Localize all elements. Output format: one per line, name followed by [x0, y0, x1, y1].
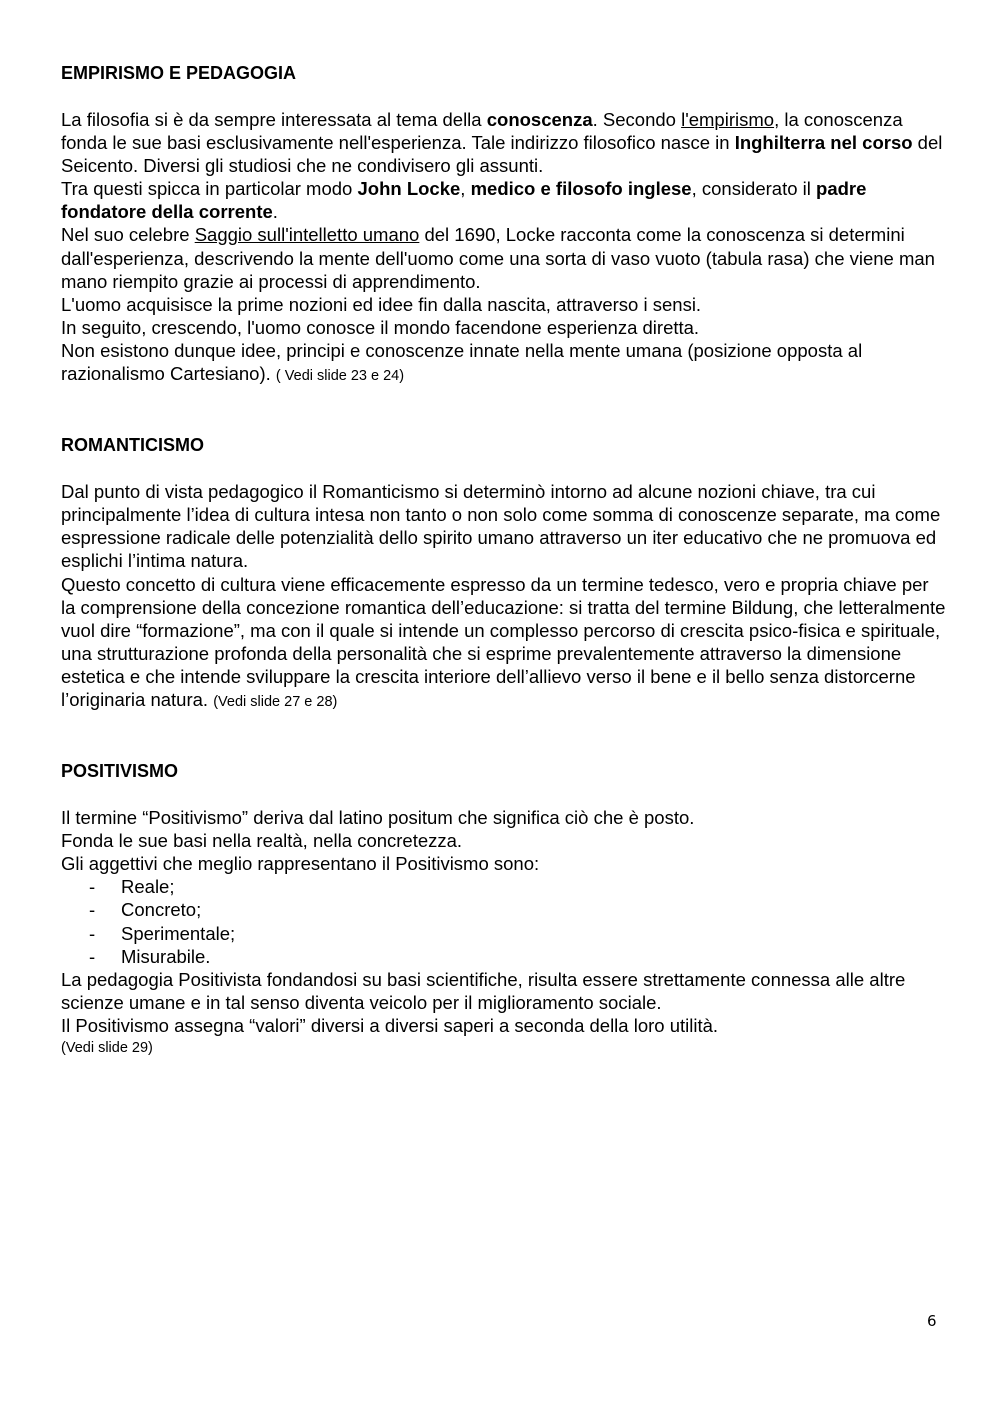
section-empirismo — [61, 62, 946, 388]
empirismo-paragraph-1 — [61, 108, 946, 177]
section-title-romanticismo: ROMANTICISMO — [61, 435, 204, 456]
underlined-term-empirismo: l'empirismo — [681, 109, 775, 130]
bold-term-padre-fondatore: padre fondatore della corrente — [61, 178, 867, 223]
empirismo-paragraph-2 — [61, 177, 946, 223]
text-run: . — [272, 201, 278, 223]
slide-reference: ( Vedi slide 23 e 24) — [275, 368, 405, 385]
bold-term-conoscenza: conoscenza — [486, 109, 593, 130]
text-run: , — [460, 178, 471, 200]
positivismo-paragraph-2: Fonda le sue basi nella realtà, nella concretezza. — [61, 830, 463, 852]
text-run: Tra questi spicca in particolar modo — [61, 178, 358, 200]
adjectives-list — [61, 875, 946, 967]
text-run: Questo concetto di cultura viene efficacemente espresso da un termine tedesco, vero e propria chiave per la comprensione della concezione romantica dell’educazione: si tratta del termine Bildung, che letteralmente vuol dire “formazione”, ma con il quale si intende un complesso percorso di crescita psico-fisica e spirituale, una strutturazione profonda della personalità che si esprime prevalentemente attraverso la dimensione estetica e che intende sviluppare la crescita interiore dell’allievo verso il bene e il bello senza distorcerne l’originaria natura. — [61, 573, 946, 710]
romanticismo-paragraph-2 — [61, 573, 946, 715]
text-run: Non esistono dunque idee, principi e conoscenze innate nella mente umana (posizione opposta al razionalismo Cartesiano). — [61, 339, 863, 385]
positivismo-paragraph-4: La pedagogia Positivista fondandosi su basi scientifiche, risulta essere strettamente connessa alle altre scienze umane e in tal senso diventa veicolo per il miglioramento sociale. — [61, 968, 906, 1013]
list-item: - Sperimentale; — [61, 922, 946, 945]
bold-term-medico: medico e filosofo inglese — [470, 178, 692, 200]
text-run: Nel suo celebre — [61, 224, 195, 246]
section-title-empirismo: EMPIRISMO E PEDAGOGIA — [61, 63, 297, 83]
bold-term-john-locke: John Locke — [357, 178, 461, 200]
empirismo-paragraph-5: In seguito, crescendo, l'uomo conosce il mondo facendone esperienza diretta. — [61, 316, 700, 338]
section-romanticismo — [61, 434, 946, 714]
section-title-positivismo: POSITIVISMO — [61, 761, 179, 782]
text-run: La filosofia si è da sempre interessata al tema della — [61, 109, 487, 130]
empirismo-paragraph-3 — [61, 223, 946, 292]
text-run: , considerato il — [691, 178, 817, 200]
list-item: - Concreto; — [61, 898, 946, 921]
empirismo-paragraph-6 — [61, 339, 946, 388]
text-run: . Secondo — [592, 109, 682, 130]
slide-reference: (Vedi slide 27 e 28) — [213, 693, 338, 710]
section-positivismo — [61, 760, 946, 1060]
page-content — [61, 62, 946, 1060]
underlined-term-saggio: Saggio sull'intelletto umano — [194, 224, 420, 246]
list-item: - Misurabile. — [61, 945, 946, 968]
list-item: - Reale; — [61, 875, 946, 898]
slide-reference: (Vedi slide 29) — [61, 1040, 153, 1056]
bold-term-inghilterra: Inghilterra nel corso — [734, 132, 913, 154]
text-run: del 1690, Locke racconta come la conoscenza si determini dall'esperienza, descrivendo la mente dell'uomo come una sorta di vaso vuoto (tabula rasa) che viene man mano riempito grazie ai processi di apprendimento. — [61, 224, 935, 292]
positivismo-paragraph-5: Il Positivismo assegna “valori” diversi a diversi saperi a seconda della loro utilità. — [61, 1014, 719, 1036]
romanticismo-paragraph-1: Dal punto di vista pedagogico il Romanticismo si determinò intorno ad alcune nozioni chiave, tra cui principalmente l’idea di cultura intesa non tanto o non solo come somma di conoscenze separate, ma come espressione radicale delle potenzialità dello spirito umano attraverso un iter educativo che ne promuova ed esplichi l’intima natura. — [61, 481, 941, 572]
text-run: , la conoscenza fonda le sue basi esclusivamente nell'esperienza. Tale indirizzo filosofico nasce in — [61, 109, 903, 154]
positivismo-paragraph-1: Il termine “Positivismo” deriva dal latino positum che significa ciò che è posto. — [61, 807, 695, 829]
page-number: 6 — [927, 1312, 937, 1330]
text-run: del Seicento. Diversi gli studiosi che ne condivisero gli assunti. — [61, 132, 943, 177]
positivismo-paragraph-3: Gli aggettivi che meglio rappresentano il Positivismo sono: — [61, 853, 540, 875]
empirismo-paragraph-4: L'uomo acquisisce la prime nozioni ed idee fin dalla nascita, attraverso i sensi. — [61, 293, 702, 315]
